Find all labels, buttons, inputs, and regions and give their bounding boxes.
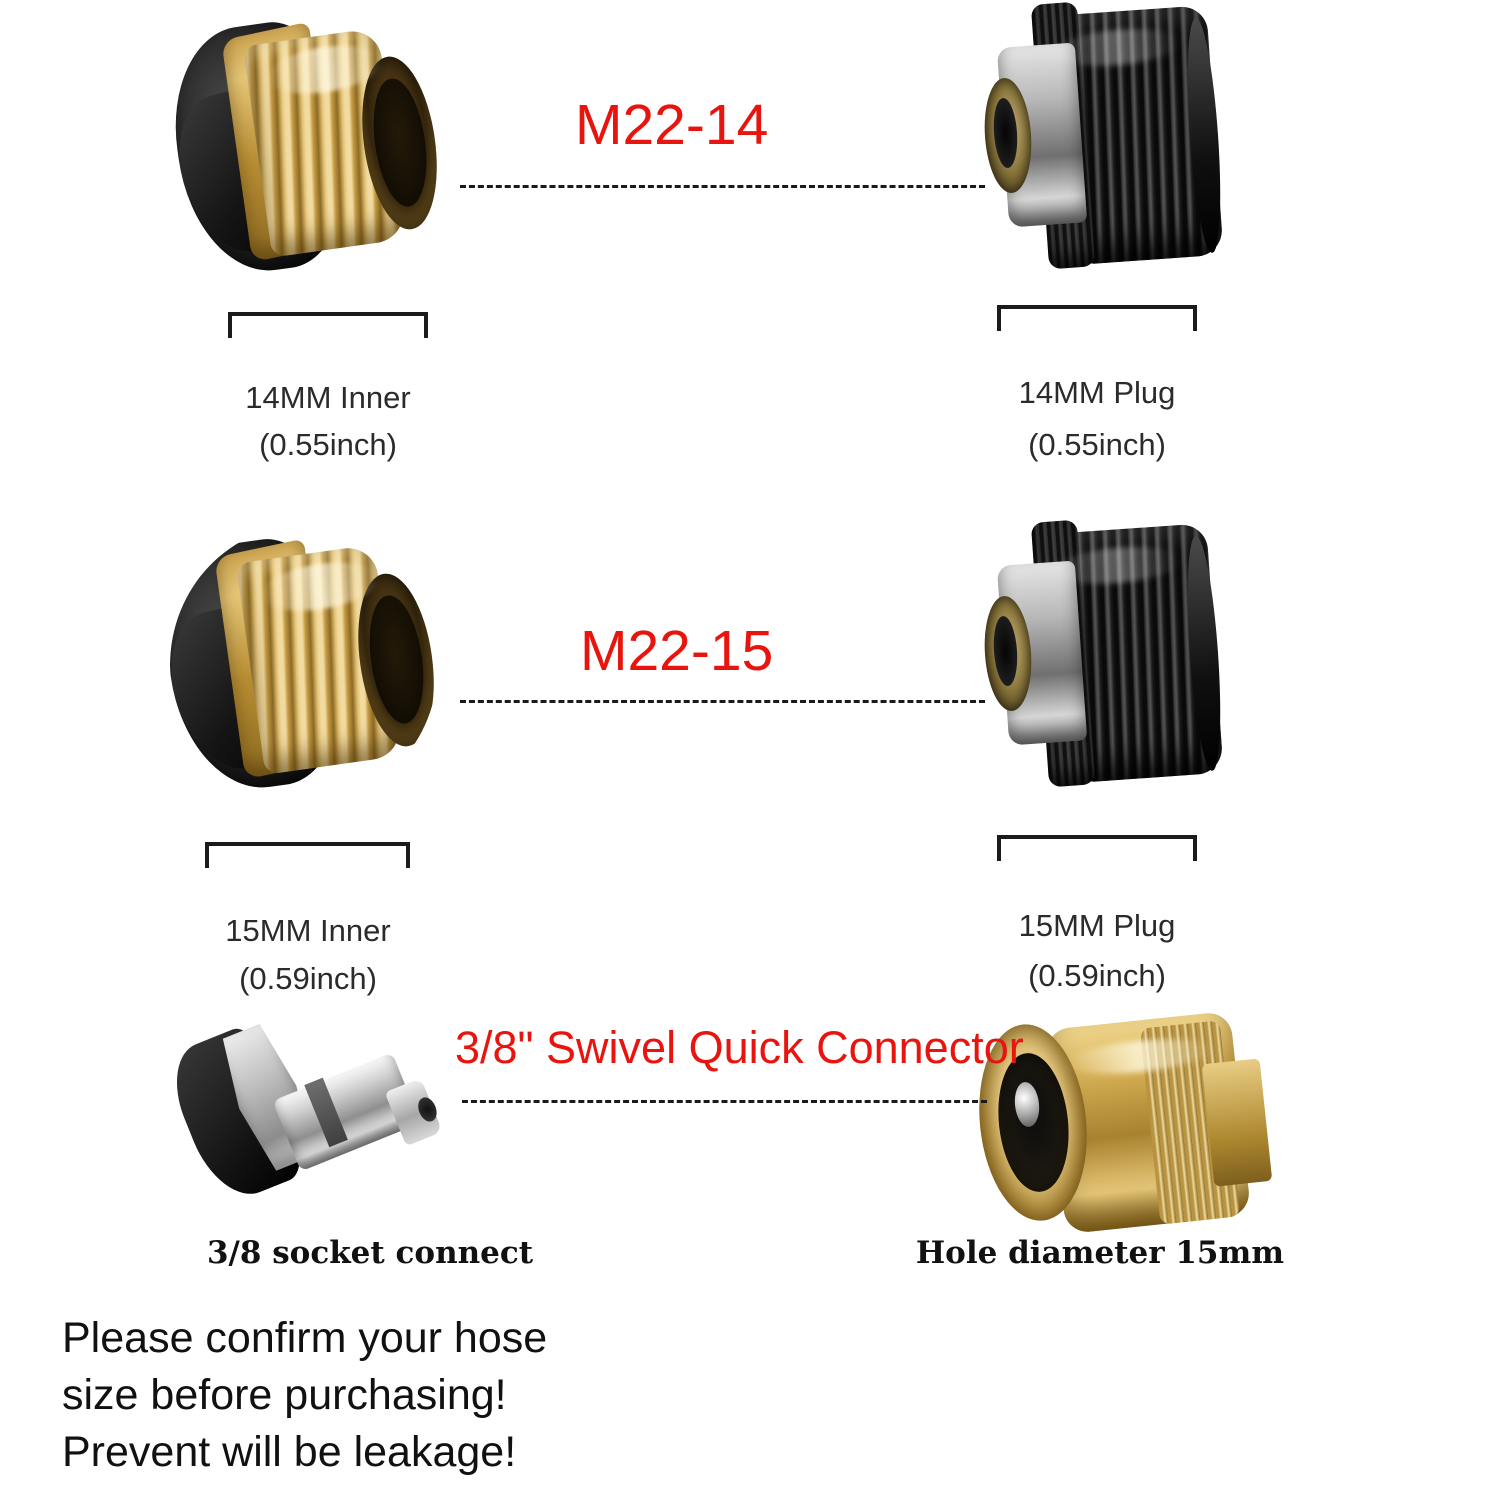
bracket-tick-left xyxy=(205,842,209,868)
bracket-tick-left xyxy=(997,835,1001,861)
bracket-bar xyxy=(997,835,1197,839)
bracket-tick-left xyxy=(228,312,232,338)
part-image-swivel-nut-row1 xyxy=(985,10,1215,260)
connector-dashed-line-row2 xyxy=(460,700,985,703)
bracket-bar xyxy=(205,842,410,846)
part-image-swivel-nut-row2 xyxy=(985,528,1215,778)
dimension-bracket-left-row2 xyxy=(205,842,410,868)
dimension-label-left-row2-line2: (0.59inch) xyxy=(239,961,377,996)
caption-left-row3: 3/8 socket connect xyxy=(206,1235,534,1271)
bracket-tick-left xyxy=(997,305,1001,331)
dimension-bracket-right-row1 xyxy=(997,305,1197,331)
dimension-label-right-row2-line2: (0.59inch) xyxy=(1028,958,1166,993)
caption-right-row3: Hole diameter 15mm xyxy=(915,1235,1285,1271)
dimension-label-right-row1-line2: (0.55inch) xyxy=(1028,427,1166,462)
footer-note-line2: size before purchasing! xyxy=(62,1370,507,1419)
coupler-tail xyxy=(1202,1058,1273,1186)
dimension-bracket-right-row2 xyxy=(997,835,1197,861)
bracket-bar xyxy=(997,305,1197,309)
row-title-swivel-quick-connector: 3/8" Swivel Quick Connector xyxy=(455,1022,1024,1073)
connector-dashed-line-row3 xyxy=(462,1100,987,1103)
footer-note-line1: Please confirm your hose xyxy=(62,1314,548,1362)
part-image-quick-connect-plug xyxy=(198,1012,478,1242)
connector-dashed-line-row1 xyxy=(460,185,985,188)
bracket-tick-right xyxy=(1193,835,1197,861)
part-image-brass-male-fitting-row2 xyxy=(170,525,438,805)
dimension-label-right-row2-line1: 15MM Plug xyxy=(1018,908,1176,943)
bracket-tick-right xyxy=(424,312,428,338)
bracket-bar xyxy=(228,312,428,316)
row-title-m22-14: M22-14 xyxy=(575,93,769,157)
footer-note-line3: Prevent will be leakage! xyxy=(62,1427,517,1476)
footer-note xyxy=(62,1310,822,1480)
dimension-label-left-row1-line1: 14MM Inner xyxy=(245,380,411,415)
dimension-bracket-left-row1 xyxy=(228,312,428,338)
row-title-m22-15: M22-15 xyxy=(580,619,774,683)
bracket-tick-right xyxy=(1193,305,1197,331)
dimension-label-left-row2-line1: 15MM Inner xyxy=(225,913,391,948)
dimension-label-left-row1-line2: (0.55inch) xyxy=(259,427,397,462)
dimension-label-right-row1-line1: 14MM Plug xyxy=(1018,375,1176,410)
part-image-brass-male-fitting-row1 xyxy=(178,8,440,288)
bracket-tick-right xyxy=(406,842,410,868)
